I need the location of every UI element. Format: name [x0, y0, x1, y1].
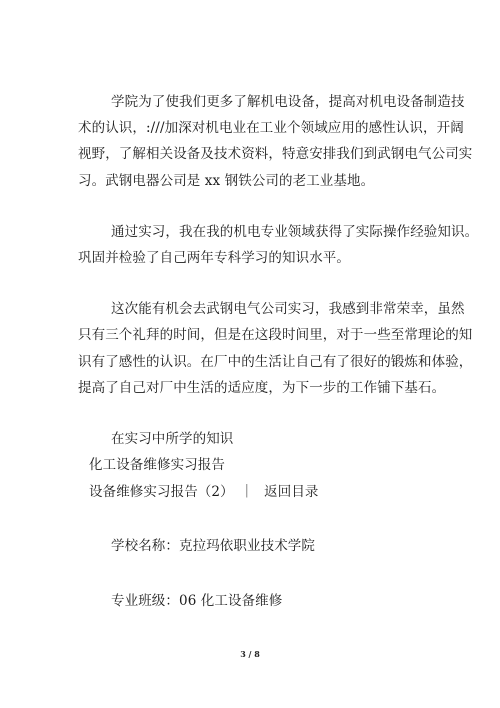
paragraph-3-line-1: 这次能有机会去武钢电气公司实习，我感到非常荣幸，虽然 — [111, 301, 465, 317]
section-heading: 在实习中所学的知识 — [111, 431, 234, 447]
report-title-link[interactable]: 化工设备维修实习报告 — [89, 457, 225, 473]
paragraph-1-line-3: 视野，了解相关设备及技术资料，特意安排我们到武钢电气公司实 — [78, 146, 473, 162]
report-nav-line — [89, 483, 319, 501]
school-name: 学校名称：克拉玛依职业技术学院 — [111, 538, 315, 554]
paragraph-3-line-3: 识有了感性的认识。在厂中的生活让自己有了很好的锻炼和体验， — [78, 354, 473, 370]
paragraph-1-line-4: 习。武钢电器公司是 xx 钢铁公司的老工业基地。 — [78, 173, 375, 189]
class-info: 专业班级：06 化工设备维修 — [111, 593, 283, 609]
paragraph-1-line-1: 学院为了使我们更多了解机电设备，提高对机电设备制造技 — [111, 94, 465, 110]
paragraph-3-line-4: 提高了自己对厂中生活的适应度，为下一步的工作铺下基石。 — [78, 380, 446, 396]
paragraph-2-line-1: 通过实习，我在我的机电专业领域获得了实际操作经验知识。 — [111, 224, 479, 240]
report-part-link[interactable]: 设备维修实习报告（2） — [89, 484, 234, 500]
paragraph-3-line-2: 只有三个礼拜的时间，但是在这段时间里，对于一些至常理论的知 — [78, 327, 473, 343]
page-number: 3 / 8 — [240, 649, 260, 659]
back-to-toc-link[interactable]: 返回目录 — [264, 484, 319, 500]
paragraph-1-line-2: 术的认识，:///加深对机电业在工业个领域应用的感性认识，开阔 — [78, 120, 464, 136]
paragraph-2-line-2: 巩固并检验了自己两年专科学习的知识水平。 — [78, 250, 350, 266]
nav-separator: ｜ — [240, 484, 254, 500]
